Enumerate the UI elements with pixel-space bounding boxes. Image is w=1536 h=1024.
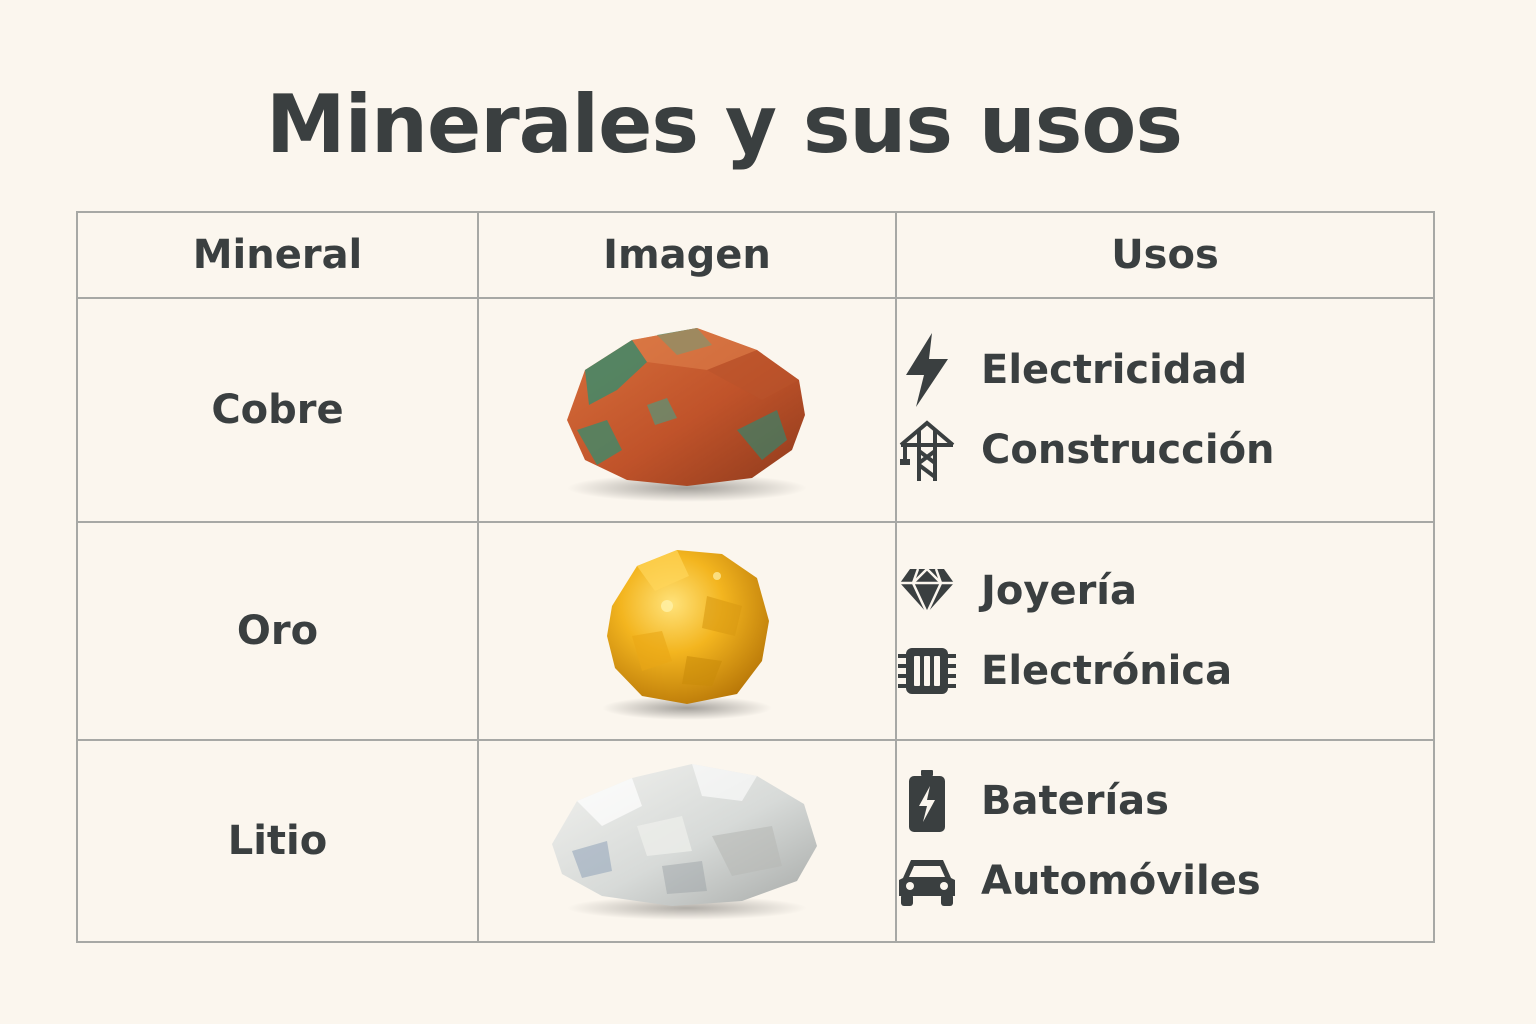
gold-nugget-image [577, 536, 797, 726]
use-label: Construcción [981, 427, 1275, 473]
use-item [897, 410, 1433, 490]
table-row [77, 522, 1434, 740]
use-item [897, 551, 1433, 631]
use-label: Electrónica [981, 648, 1233, 694]
lightning-icon [897, 340, 957, 400]
use-item [897, 631, 1433, 711]
minerals-table [76, 211, 1435, 943]
page-title: Minerales y sus usos [265, 78, 1182, 171]
use-item [897, 761, 1433, 841]
use-item [897, 330, 1433, 410]
use-label: Joyería [981, 568, 1137, 614]
mineral-name: Oro [77, 522, 478, 740]
mineral-name: Litio [77, 740, 478, 942]
chip-icon [897, 641, 957, 701]
mineral-image-cell [478, 522, 896, 740]
copper-rock-image [537, 310, 837, 510]
use-label: Baterías [981, 778, 1169, 824]
battery-icon [897, 771, 957, 831]
header-mineral: Mineral [77, 212, 478, 298]
diamond-icon [897, 561, 957, 621]
use-label: Automóviles [981, 858, 1261, 904]
uses-cell [896, 298, 1434, 522]
table-row [77, 740, 1434, 942]
use-label: Electricidad [981, 347, 1248, 393]
lithium-rock-image [542, 756, 832, 926]
header-image: Imagen [478, 212, 896, 298]
crane-icon [897, 420, 957, 480]
car-icon [897, 851, 957, 911]
table-header-row [77, 212, 1434, 298]
uses-cell [896, 522, 1434, 740]
uses-cell [896, 740, 1434, 942]
use-item [897, 841, 1433, 921]
mineral-image-cell [478, 740, 896, 942]
table-row [77, 298, 1434, 522]
header-uses: Usos [896, 212, 1434, 298]
mineral-image-cell [478, 298, 896, 522]
mineral-name: Cobre [77, 298, 478, 522]
